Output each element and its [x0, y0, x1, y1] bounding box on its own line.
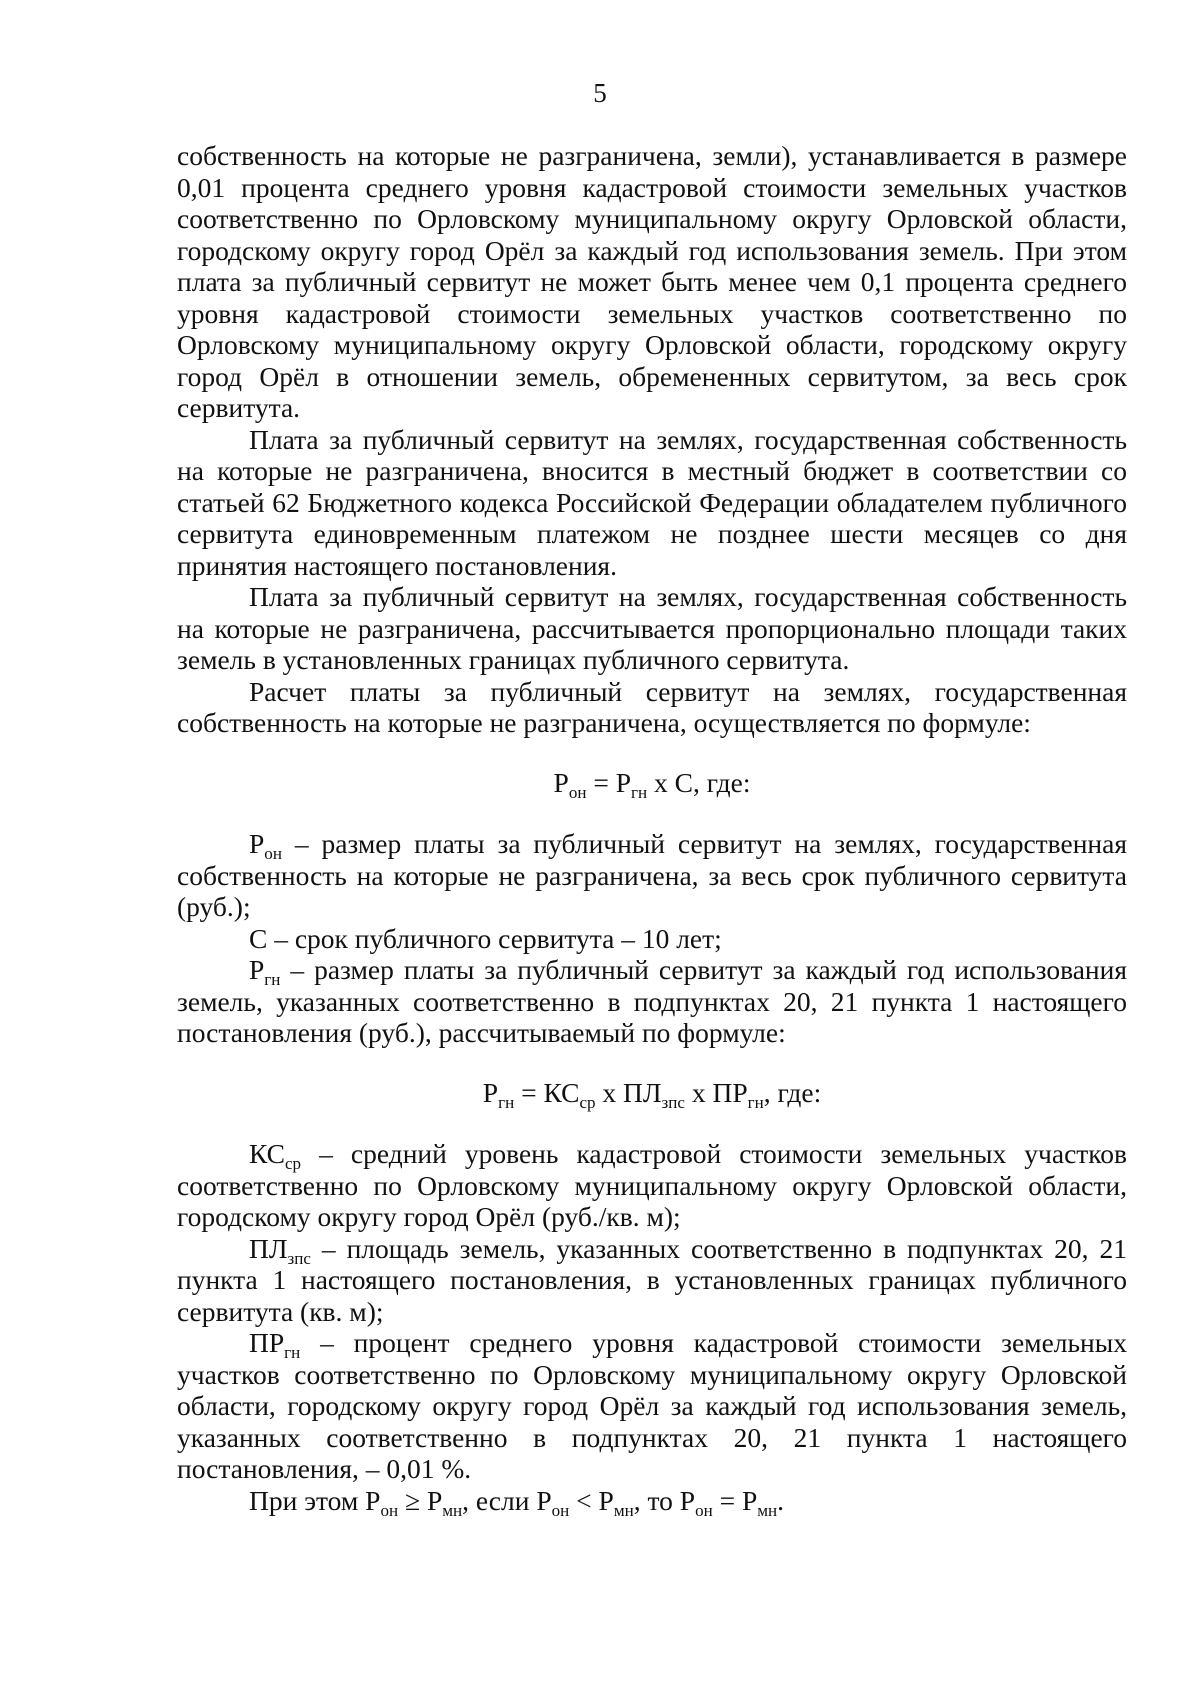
formula-rgn: $Р_{гн} = КС_{ср}$ х $ПЛ_{зпс}$ х $ПР_{гн}$, где: — [482, 1076, 822, 1112]
paragraph-calculation-intro: Расчет платы за публичный сервитут на землях, государственная собственность на которые не разграничена, осуществляется по формуле: — [177, 675, 1127, 738]
paragraph-continuation: собственность на которые не разграничена, земли), устанавливается в размере 0,01 процента среднего уровня кадастровой стоимости земельных участков соответственно по Орловскому муниципальному округу Орловской области, городскому округу город Орёл за каждый год использования земель. При этом плата за публичный сервитут не может быть менее чем 0,1 процента среднего уровня кадастровой стоимости земельных участков соответственно по Орловскому муниципальному округу Орловской области, городскому округу город Орёл в отношении земель, обремененных сервитутом, за весь срок сервитута. — [177, 140, 1127, 423]
definition-ron: $Р_{он}$ – размер платы за публичный сервитут на землях, государственная собственность на которые не разграничена, за весь срок публичного сервитута (руб.); — [177, 828, 1127, 922]
definition-rgn: $Р_{гн}$ – размер платы за публичный сервитут за каждый год использования земель, указанных соответственно в подпунктах 20, 21 пункта 1 настоящего постановления (руб.), рассчитываемый по формуле: — [177, 954, 1127, 1048]
formula-ron: $Р_{он} = Р_{гн}$ х С, где: — [553, 766, 751, 802]
page-number: 5 — [593, 78, 607, 108]
paragraph-payment-budget: Плата за публичный сервитут на землях, государственная собственность на которые не разграничена, вносится в местный бюджет в соответствии со статьей 62 Бюджетного кодекса Российской Федерации обладателем публичного сервитута единовременным платежом не позднее шести месяцев со дня принятия настоящего постановления. — [177, 423, 1127, 581]
definition-ks: $КС_{ср}$ – средний уровень кадастровой стоимости земельных участков соответственно по Орловскому муниципальному округу Орловской области, городскому округу город Орёл (руб./кв. м); — [177, 1138, 1127, 1232]
document-body — [177, 140, 1127, 1520]
paragraph-payment-proportional: Плата за публичный сервитут на землях, государственная собственность на которые не разграничена, рассчитывается пропорционально площади таких земель в установленных границах публичного сервитута. — [177, 581, 1127, 675]
definition-pl: $ПЛ_{зпс}$ – площадь земель, указанных соответственно в подпунктах 20, 21 пункта 1 настоящего постановления, в установленных границах публичного сервитута (кв. м); — [177, 1232, 1127, 1327]
definition-c: С – срок публичного сервитута – 10 лет; — [249, 922, 722, 954]
final-condition: При этом $Р_{он} \ge Р_{мн}$, если $Р_{он} < Р_{мн}$, то $Р_{он} = Р_{мн}$. — [249, 1484, 785, 1520]
definition-pr: $ПР_{гн}$ – процент среднего уровня кадастровой стоимости земельных участков соответственно по Орловскому муниципальному округу Орловской области, городскому округу город Орёл за каждый год использования земель, указанных соответственно в подпунктах 20, 21 пункта 1 настоящего постановления, – 0,01 %. — [177, 1327, 1127, 1484]
